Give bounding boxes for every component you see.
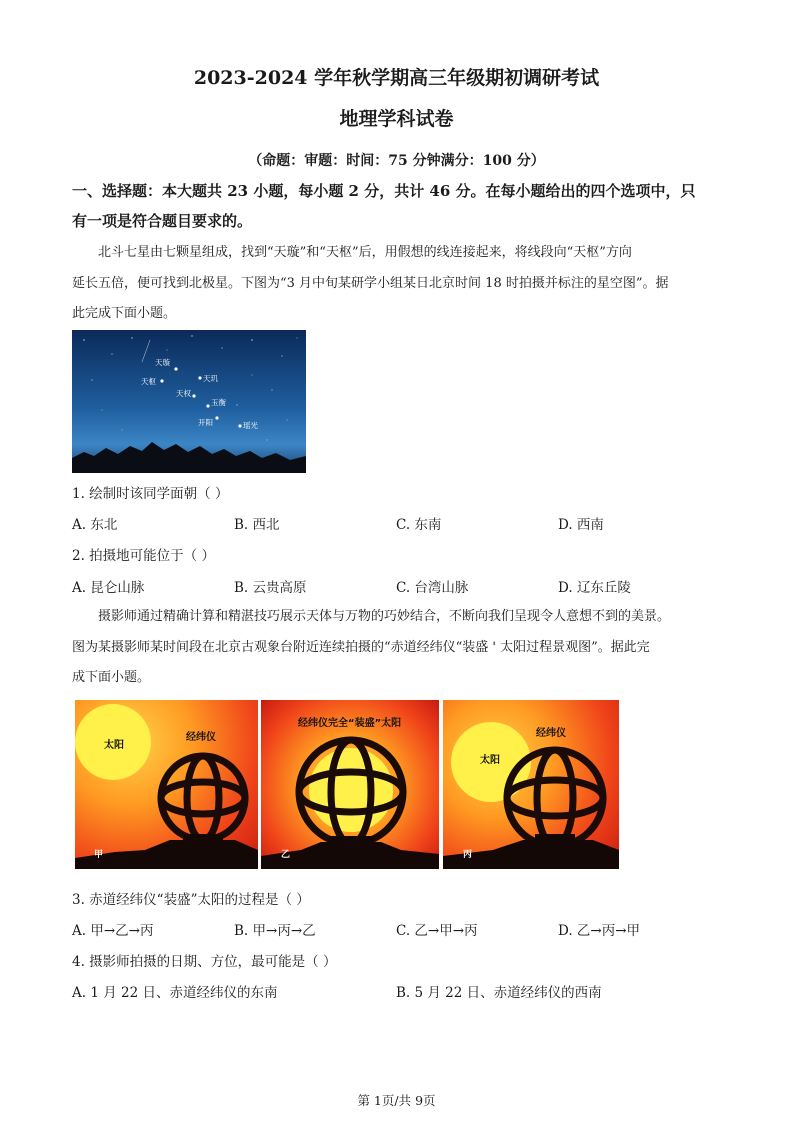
page-number: 第 1页/共 9页 <box>357 1093 436 1108</box>
question-1-option-b[interactable]: B. 西北 <box>234 517 280 533</box>
section-heading-line1: 一、选择题：本大题共 23 小题，每小题 2 分，共计 46 分。在每小题给出的四个选项中，只 <box>72 182 696 200</box>
mountain-silhouette <box>72 442 306 473</box>
question-3-option-a[interactable]: A. 甲→乙→丙 <box>72 923 154 939</box>
label-tianquan: 天权 <box>176 389 191 398</box>
passage1-line2: 延长五倍，便可找到北极星。下图为“3 月中旬某研学小组某日北京时间 18 时拍摄并标注的星空图”。据 <box>72 276 669 291</box>
question-1-stem: 1. 绘制时该同学面朝（ ） <box>72 486 229 502</box>
question-1-option-d[interactable]: D. 西南 <box>558 517 604 533</box>
exam-info: （命题：审题：时间：75 分钟满分：100 分） <box>248 153 545 169</box>
question-2-option-c[interactable]: C. 台湾山脉 <box>396 580 469 596</box>
panel-jia-graphic <box>75 700 258 869</box>
question-3-option-c[interactable]: C. 乙→甲→丙 <box>396 923 478 939</box>
question-4-option-a[interactable]: A. 1 月 22 日、赤道经纬仪的东南 <box>72 985 278 1001</box>
passage2-line3: 成下面小题。 <box>72 670 151 685</box>
sun-disc-yi <box>309 748 393 832</box>
panel-jia <box>75 700 258 869</box>
question-3-option-d[interactable]: D. 乙→丙→甲 <box>558 923 641 939</box>
passage2-line2: 图为某摄影师某时间段在北京古观象台附近连续拍摄的“赤道经纬仪“装盛 ' 太阳过程景观图”。据此完 <box>72 640 650 655</box>
question-3-stem: 3. 赤道经纬仪“装盛”太阳的过程是（ ） <box>72 892 310 908</box>
label-kaiyang: 开阳 <box>198 418 213 427</box>
question-2-option-b[interactable]: B. 云贵高原 <box>234 580 307 596</box>
panel-bing-tag: 丙 <box>463 850 473 860</box>
star-map-image <box>72 330 306 473</box>
armillary-bing <box>507 750 603 846</box>
panel-bing-instrument-label: 经纬仪 <box>536 728 566 739</box>
label-yaoguang: 瑶光 <box>243 421 258 430</box>
passage1-line1: 北斗七星由七颗星组成，找到“天璇”和“天枢”后，用假想的线连接起来，将线段向“天枢”方向 <box>98 245 632 260</box>
passage2-line1: 摄影师通过精确计算和精湛技巧展示天体与万物的巧妙结合，不断向我们呈现令人意想不到的美景。 <box>98 609 671 624</box>
exam-title: 2023-2024 学年秋学期高三年级期初调研考试 <box>193 67 600 89</box>
passage1-line3: 此完成下面小题。 <box>72 306 177 321</box>
panel-yi-tag: 乙 <box>281 850 291 860</box>
panel-yi <box>261 700 439 869</box>
question-4-option-b[interactable]: B. 5 月 22 日、赤道经纬仪的西南 <box>396 985 602 1001</box>
section-heading-line2: 有一项是符合题目要求的。 <box>72 212 253 230</box>
question-2-option-a[interactable]: A. 昆仑山脉 <box>72 580 145 596</box>
question-1-option-c[interactable]: C. 东南 <box>396 517 442 533</box>
armillary-jia <box>161 756 245 840</box>
panel-bing <box>443 700 619 869</box>
question-2-stem: 2. 拍摄地可能位于（ ） <box>72 548 215 564</box>
panel-jia-instrument-label: 经纬仪 <box>186 732 216 743</box>
subject-title: 地理学科试卷 <box>339 108 454 130</box>
question-2-option-d[interactable]: D. 辽东丘陵 <box>558 580 631 596</box>
panel-jia-sun-label: 太阳 <box>104 740 124 751</box>
star-map-graphic <box>72 330 306 473</box>
panel-bing-sun-label: 太阳 <box>480 755 500 766</box>
label-tianji: 天玑 <box>203 374 218 383</box>
panel-jia-tag: 甲 <box>94 850 104 860</box>
panel-bing-graphic <box>443 700 619 869</box>
panel-yi-caption: 经纬仪完全“装盛”太阳 <box>298 718 402 729</box>
question-4-stem: 4. 摄影师拍摄的日期、方位，最可能是（ ） <box>72 954 337 970</box>
question-1-option-a[interactable]: A. 东北 <box>72 517 118 533</box>
label-tianshu: 天枢 <box>141 377 156 386</box>
label-yuheng: 玉衡 <box>211 398 226 407</box>
label-tianxuan: 天璇 <box>155 358 170 367</box>
question-3-option-b[interactable]: B. 甲→丙→乙 <box>234 923 316 939</box>
